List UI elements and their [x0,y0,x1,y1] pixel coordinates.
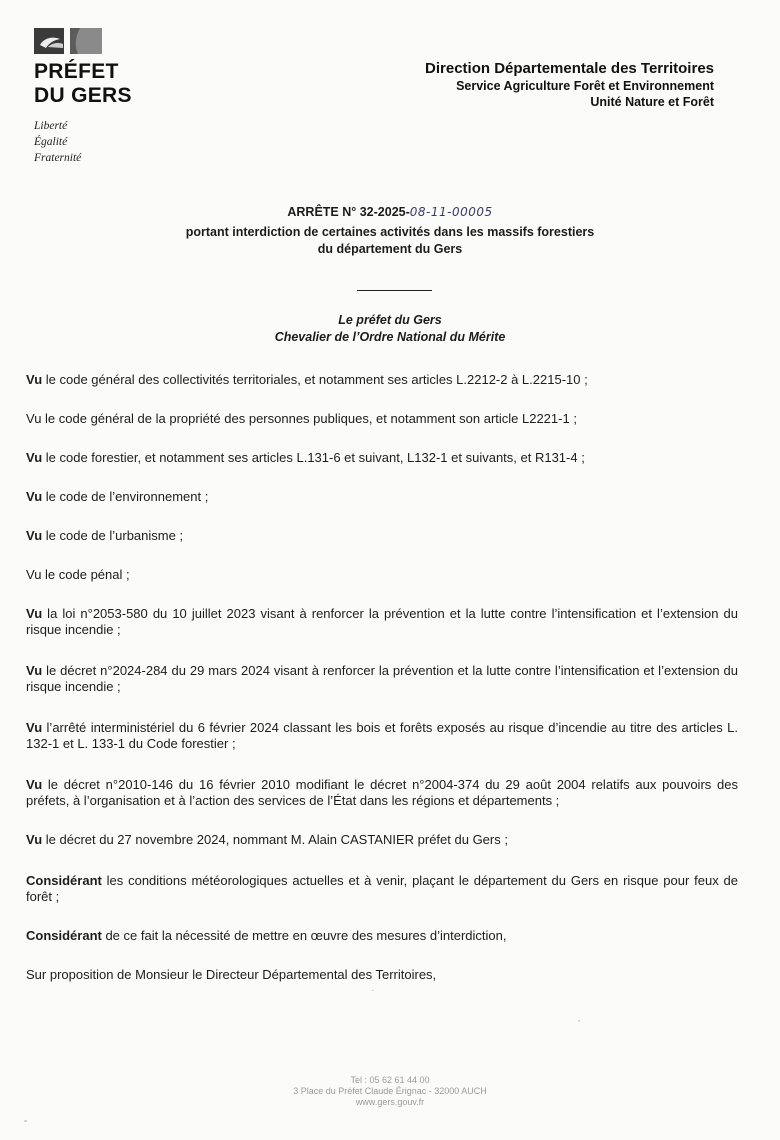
issuing-service [425,60,714,110]
visa-lead: Vu [26,777,43,792]
visa-paragraph [26,832,738,848]
visa-paragraph [26,873,738,905]
visa-text: le code pénal ; [41,567,130,582]
visa-text: le code général de la propriété des personnes publiques, et notamment son article L2221-1 ; [41,411,577,426]
visa-paragraph [26,663,738,695]
visa-text: le code forestier, et notamment ses articles L.131-6 et suivant, L132-1 et suivants, et R131-4 ; [42,450,585,465]
prefet-qualification-line2: Chevalier de l’Ordre National du Mérite [274,330,506,344]
visa-text: le code général des collectivités territoriales, et notamment ses articles L.2212-2 à L.2215-10 ; [42,372,588,387]
visa-lead: Considérant [26,873,102,888]
visa-lead: Considérant [26,928,102,943]
visas-list [26,372,738,983]
visa-lead: Vu [26,450,43,465]
visa-text: l’arrêté interministériel du 6 février 2024 classant les bois et forêts exposés au risque d’incendie au titre des articles L. 132-1 et L. 133-1 du Code forestier ; [26,720,738,751]
visa-paragraph [26,450,738,466]
visa-paragraph [26,372,738,388]
visa-paragraph [26,967,738,983]
visa-text: le décret du 27 novembre 2024, nommant M. Alain CASTANIER préfet du Gers ; [42,832,508,847]
visa-lead: Vu [26,720,43,735]
scan-speck [24,1120,27,1122]
visa-paragraph [26,489,738,505]
visa-lead: Vu [26,567,42,582]
visa-text: Sur proposition de Monsieur le Directeur Départemental des Territoires, [26,967,437,982]
visa-paragraph [26,528,738,544]
visa-lead: Vu [26,372,43,387]
visa-paragraph [26,606,738,638]
direction-name: Direction Départementale des Territoires [425,60,714,77]
arrete-subject-line1: portant interdiction de certaines activités dans les massifs forestiers [185,225,595,239]
prefet-title-line2: DU GERS [34,84,132,107]
visa-text: les conditions météorologiques actuelles et à venir, plaçant le département du Gers en risque pour feux de forêt ; [26,873,738,904]
visa-paragraph [26,567,738,583]
prefet-qualification-line1: Le préfet du Gers [338,313,442,327]
footer-address: 3 Place du Préfet Claude Érignac - 32000 AUCH [293,1086,487,1096]
service-name: Service Agriculture Forêt et Environnement [456,79,714,93]
scan-speck [578,1020,580,1022]
arrete-number-prefix: ARRÊTE N° 32-2025- [287,205,410,219]
arrete-subject [0,224,780,258]
scan-speck [372,990,374,991]
devise-liberte: Liberté [34,120,68,132]
visa-lead: Vu [26,832,43,847]
arrete-handwritten-number: 08-11-00005 [409,205,493,219]
visa-lead: Vu [26,489,43,504]
unit-name: Unité Nature et Forêt [590,95,714,109]
prefet-title-line1: PRÉFET [34,60,119,83]
marianne-logo-icon [34,28,102,54]
visa-paragraph [26,720,738,752]
title-separator [357,290,432,291]
visa-lead: Vu [26,606,43,621]
visa-text: de ce fait la nécessité de mettre en œuvre des mesures d’interdiction, [101,928,507,943]
visa-lead: Vu [26,411,42,426]
devise-fraternite: Fraternité [34,152,82,164]
footer-website: www.gers.gouv.fr [355,1097,425,1107]
prefet-qualification [0,312,780,346]
footer-contact [0,1075,780,1108]
visa-text: le décret n°2024-284 du 29 mars 2024 visant à renforcer la prévention et la lutte contre l’intensification et l’extension du risque incendie ; [26,663,738,694]
devise [34,118,81,166]
visa-paragraph [26,928,738,944]
prefet-title [34,60,132,108]
visa-text: le code de l’environnement ; [42,489,209,504]
visa-text: le code de l’urbanisme ; [42,528,184,543]
footer-phone: Tel : 05 62 61 44 00 [350,1075,430,1085]
visa-lead: Vu [26,528,43,543]
arrete-number [0,204,780,220]
arrete-subject-line2: du département du Gers [317,242,463,256]
visa-paragraph [26,411,738,427]
visa-text: la loi n°2053-580 du 10 juillet 2023 visant à renforcer la prévention et la lutte contre l’intensification et l’extension du risque incendie ; [26,606,738,637]
visa-text: le décret n°2010-146 du 16 février 2010 modifiant le décret n°2004-374 du 29 août 2004 relatifs aux pouvoirs des préfets, à l’organisation et à l’action des services de l’État dans les régions et départements ; [26,777,738,808]
visa-lead: Vu [26,663,43,678]
visa-paragraph [26,777,738,809]
devise-egalite: Égalité [34,136,68,148]
